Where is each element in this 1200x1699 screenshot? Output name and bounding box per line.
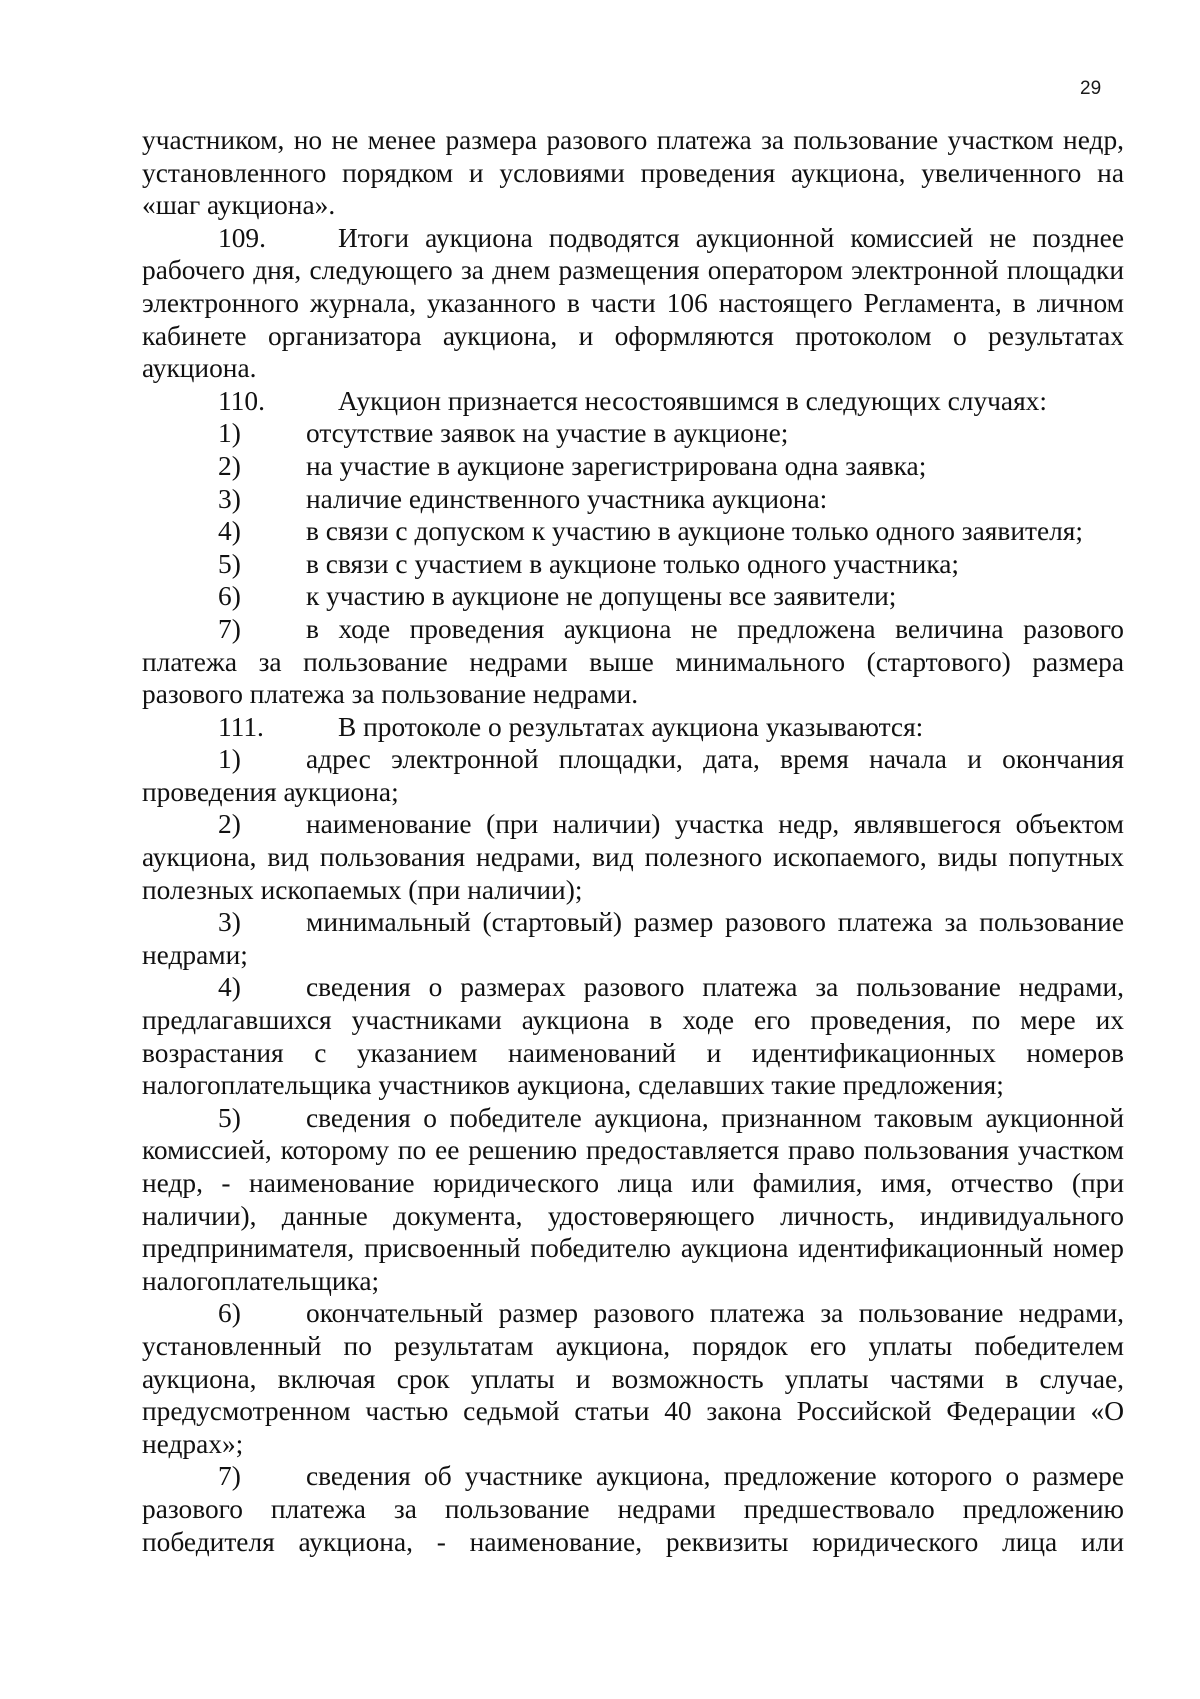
item-text: минимальный (стартовый) размер разового платежа за пользование недрами;: [142, 907, 1124, 970]
item-number: 4): [218, 972, 241, 1003]
list-item: [142, 417, 1124, 450]
paragraph-text: участником, но не менее размера разового платежа за пользование участком недр, установленного порядком и условиями проведения аукциона, увеличенного на «шаг аукциона».: [142, 125, 1124, 221]
item-number: 1): [218, 744, 241, 775]
list-item: [142, 1297, 1124, 1460]
item-number: 3): [218, 907, 241, 938]
item-number: 6): [218, 581, 241, 612]
list-item: [142, 906, 1124, 971]
item-text: к участию в аукционе не допущены все заявители;: [306, 581, 897, 612]
list-item: [142, 1102, 1124, 1298]
paragraph-text: Итоги аукциона подводятся аукционной комиссией не позднее рабочего дня, следующего за днем размещения оператором электронной площадки электронного журнала, указанного в части 106 настоящего Регламента, в личном кабинете организатора аукциона, и оформляются протоколом о результатах аукциона.: [142, 222, 1124, 384]
document-text: [142, 124, 1124, 1558]
item-text: отсутствие заявок на участие в аукционе;: [306, 418, 789, 449]
list-item: [142, 743, 1124, 808]
item-text: в связи с участием в аукционе только одного участника;: [306, 548, 959, 579]
item-text: сведения об участнике аукциона, предложение которого о размере разового платежа за пользование недрами предшествовало предложению победителя аукциона, - наименование, реквизиты юридического лица или: [142, 1461, 1124, 1557]
item-text: наличие единственного участника аукциона:: [306, 483, 828, 514]
item-text: сведения о победителе аукциона, признанном таковым аукционной комиссией, которому по ее решению предоставляется право пользования участком недр, - наименование юридического лица или фамилия, имя, отчество (при наличии), данные документа, удостоверяющего личность, индивидуального предпринимателя, присвоенный победителю аукциона идентификационный номер налогоплательщика;: [142, 1102, 1124, 1296]
item-number: 3): [218, 483, 241, 514]
list-item: [142, 613, 1124, 711]
item-number: 5): [218, 548, 241, 579]
section-number: 109.: [218, 222, 266, 253]
item-number: 2): [218, 450, 241, 481]
section-109: [142, 222, 1124, 385]
item-number: 1): [218, 418, 241, 449]
item-number: 5): [218, 1102, 241, 1133]
list-item: [142, 548, 1124, 581]
item-text: окончательный размер разового платежа за пользование недрами, установленный по результатам аукциона, порядок его уплаты победителем аукциона, включая срок уплаты и возможность уплаты частями в случае, предусмотренном частью седьмой статьи 40 закона Российской Федерации «О недрах»;: [142, 1298, 1124, 1459]
item-number: 7): [218, 1461, 241, 1492]
paragraph-text: Аукцион признается несостоявшимся в следующих случаях:: [338, 385, 1047, 416]
list-item: [142, 483, 1124, 516]
section-number: 110.: [218, 385, 265, 416]
list-item: [142, 515, 1124, 548]
page-number: 29: [1080, 78, 1102, 99]
item-number: 2): [218, 809, 241, 840]
paragraph-text: В протоколе о результатах аукциона указываются:: [338, 711, 924, 742]
paragraph-continuation: [142, 124, 1124, 222]
item-number: 4): [218, 516, 241, 547]
section-111: [142, 711, 1124, 744]
section-number: 111.: [218, 711, 264, 742]
list-item: [142, 450, 1124, 483]
item-text: в связи с допуском к участию в аукционе только одного заявителя;: [306, 516, 1083, 547]
item-text: в ходе проведения аукциона не предложена величина разового платежа за пользование недрами выше минимального (стартового) размера разового платежа за пользование недрами.: [142, 613, 1124, 710]
list-item: [142, 580, 1124, 613]
section-110: [142, 385, 1124, 418]
item-number: 7): [218, 613, 241, 644]
list-item: [142, 971, 1124, 1101]
list-item: [142, 1460, 1124, 1558]
item-number: 6): [218, 1298, 241, 1329]
item-text: наименование (при наличии) участка недр, являвшегося объектом аукциона, вид пользования недрами, вид полезного ископаемого, виды попутных полезных ископаемых (при наличии);: [142, 809, 1124, 905]
item-text: адрес электронной площадки, дата, время начала и окончания проведения аукциона;: [142, 744, 1124, 807]
list-item: [142, 808, 1124, 906]
item-text: сведения о размерах разового платежа за пользование недрами, предлагавшихся участниками аукциона в ходе его проведения, по мере их возрастания с указанием наименований и идентификационных номеров налогоплательщика участников аукциона, сделавших такие предложения;: [142, 972, 1124, 1101]
item-text: на участие в аукционе зарегистрирована одна заявка;: [306, 450, 927, 481]
